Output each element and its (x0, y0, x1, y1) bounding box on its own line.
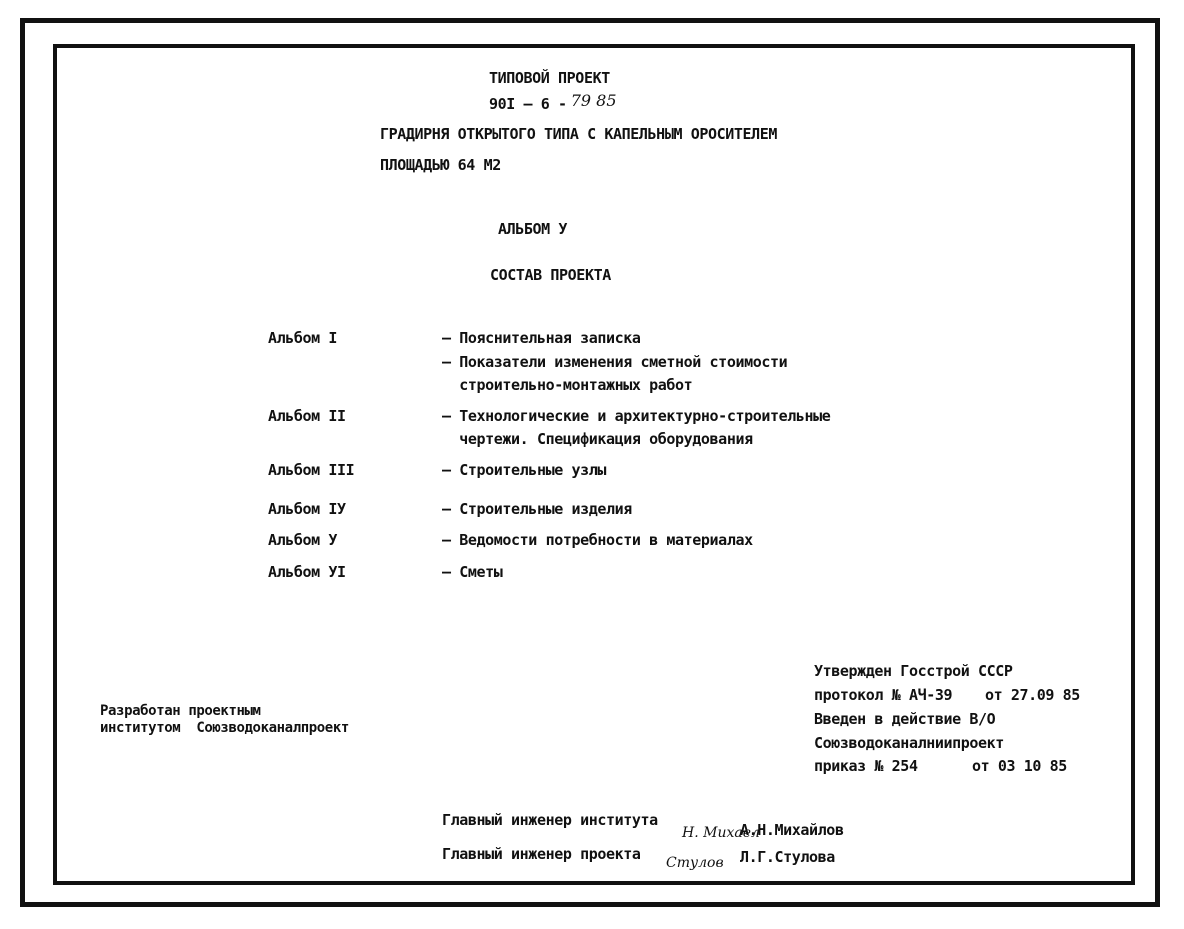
album-5-name: Альбом У (268, 531, 338, 549)
album-2-line-2: чертежи. Спецификация оборудования (442, 430, 753, 448)
chief-institute-signature: Н. Михаел (682, 825, 760, 841)
chief-project-name: Л.Г.Стулова (740, 848, 835, 866)
approval-line-2-prefix: протокол № АЧ-39 (814, 686, 953, 704)
developer-line-1: Разработан проектным (100, 703, 261, 719)
album-1-line-3: строительно-монтажных работ (442, 376, 693, 394)
approval-line-1: Утвержден Госстрой СССР (814, 662, 1013, 680)
chief-project-role: Главный инженер проекта (442, 845, 641, 863)
album-4-name: Альбом IУ (268, 500, 346, 518)
album-1-name: Альбом I (268, 329, 338, 347)
title-line-1: ГРАДИРНЯ ОТКРЫТОГО ТИПА С КАПЕЛЬНЫМ ОРОСИТЕЛЕМ (380, 125, 778, 143)
project-number-prefix: 90I – 6 - (489, 95, 567, 113)
album-1-line-2: – Показатели изменения сметной стоимости (442, 353, 788, 371)
title-line-2: ПЛОЩАДЬЮ 64 М2 (380, 156, 501, 174)
album-6-name: Альбом УI (268, 563, 346, 581)
developer-line-2: институтом Союзводоканалпроект (100, 720, 349, 736)
approval-line-5-prefix: приказ № 254 (814, 757, 918, 775)
project-number (489, 91, 617, 113)
composition-title: СОСТАВ ПРОЕКТА (490, 266, 611, 284)
chief-project-signature: Стулов (666, 855, 724, 871)
album-4-line-1: – Строительные изделия (442, 500, 632, 518)
album-3-name: Альбом III (268, 461, 355, 479)
chief-institute-name: А.Н.Михайлов (740, 821, 844, 839)
project-type: ТИПОВОЙ ПРОЕКТ (489, 69, 610, 87)
album-title: АЛЬБОМ У (498, 220, 568, 238)
project-number-handwritten: 79 85 (570, 91, 617, 110)
album-6-line-1: – Сметы (442, 563, 503, 581)
album-2-name: Альбом II (268, 407, 346, 425)
album-3-line-1: – Строительные узлы (442, 461, 606, 479)
album-5-line-1: – Ведомости потребности в материалах (442, 531, 753, 549)
album-2-line-1: – Технологические и архитектурно-строительные (442, 407, 831, 425)
album-1-line-1: – Пояснительная записка (442, 329, 641, 347)
chief-institute-role: Главный инженер института (442, 811, 658, 829)
approval-line-4: Союзводоканалниипроект (814, 734, 1004, 752)
approval-line-3: Введен в действие В/О (814, 710, 996, 728)
approval-line-5-date: от 03 10 85 (972, 757, 1067, 775)
approval-line-2-date: от 27.09 85 (985, 686, 1080, 704)
